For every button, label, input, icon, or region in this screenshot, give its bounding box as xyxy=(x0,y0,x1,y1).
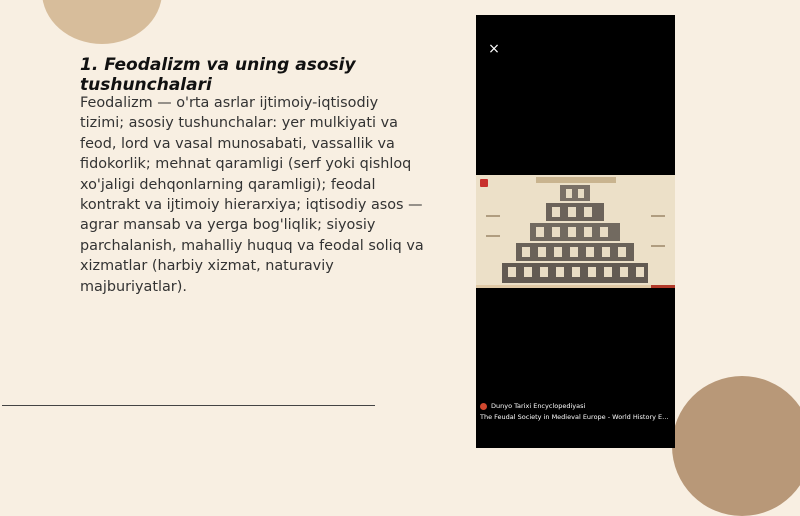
channel-logo-icon xyxy=(480,403,487,410)
divider-line xyxy=(2,405,375,406)
channel-name[interactable]: Dunyo Tarixi Encyclopediyasi xyxy=(491,402,586,410)
video-thumbnail[interactable] xyxy=(476,175,675,288)
feudal-pyramid-illustration xyxy=(476,175,675,288)
slide-body: Feodalizm — o'rta asrlar ijtimoiy-iqtisodiy tizimi; asosiy tushunchalar: yer mulkiyati va feod, lord va vasal munosabati, vassallik va fidokorlik; mehnat qaramligi (serf yoki qishloq xo'jaligi dehqonlarning qaramligi); feodal kontrakt va ijtimoiy hierarxiya; iqtisodiy asos — agrar mansab va yerga bog'liqlik; siyosiy parchalanish, mahalliy huquq va feodal soliq va xizmatlar (harbiy xizmat, naturaviy majburiyatlar). xyxy=(80,95,424,295)
decor-circle-bottom xyxy=(672,376,800,516)
close-button[interactable]: × xyxy=(488,41,500,57)
video-title[interactable]: The Feudal Society in Medieval Europe - World History En... xyxy=(480,413,672,421)
slide-title: 1. Feodalizm va uning asosiy tushunchalari xyxy=(80,55,356,95)
video-panel[interactable] xyxy=(476,15,675,448)
video-caption xyxy=(480,401,672,423)
decor-circle-top xyxy=(42,0,162,44)
video-progress-bar[interactable] xyxy=(476,285,675,288)
